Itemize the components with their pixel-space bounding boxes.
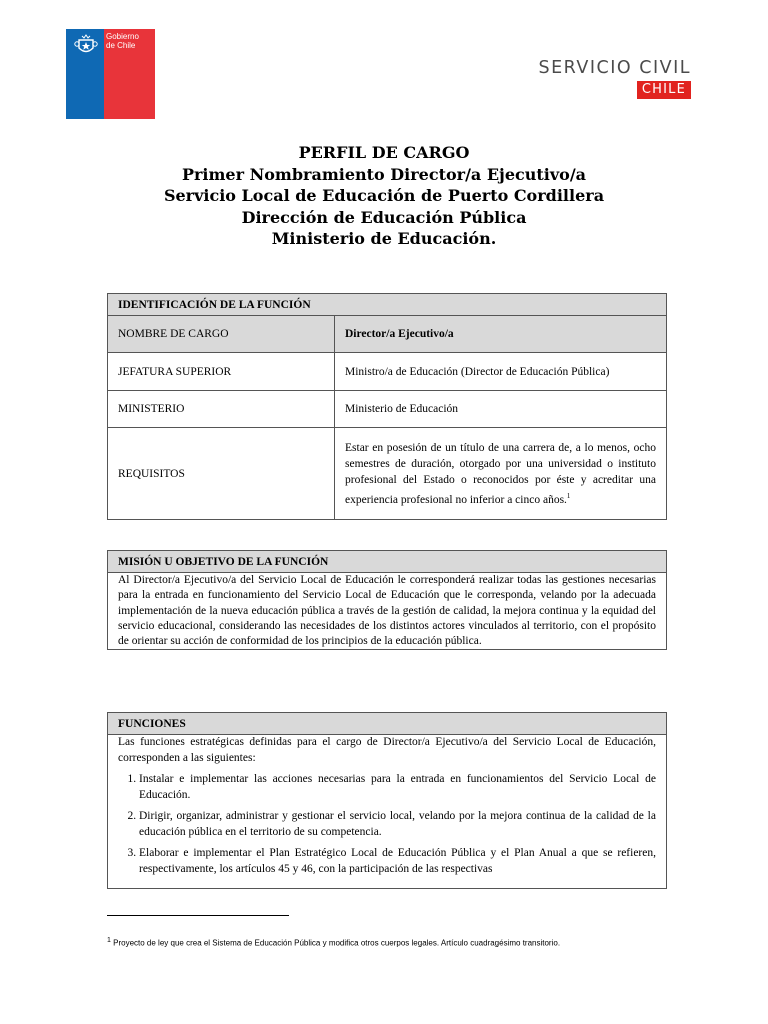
funciones-table bbox=[107, 712, 667, 889]
funciones-list bbox=[118, 772, 656, 877]
title-line-5: Ministerio de Educación. bbox=[271, 229, 497, 248]
mision-table bbox=[107, 550, 667, 650]
identificacion-heading: IDENTIFICACIÓN DE LA FUNCIÓN bbox=[108, 294, 667, 316]
footnote-text: Proyecto de ley que crea el Sistema de Educación Pública y modifica otros cuerpos legales. Artículo cuadragésimo transitorio. bbox=[113, 938, 561, 948]
title-line-3: Servicio Local de Educación de Puerto Cordillera bbox=[163, 186, 605, 205]
gov-logo-line-1: Gobierno bbox=[106, 32, 139, 41]
gobierno-de-chile-logo bbox=[66, 29, 155, 119]
row-value bbox=[335, 428, 667, 520]
gov-logo-line-2: de Chile bbox=[106, 41, 136, 50]
footnote-ref[interactable]: 1 bbox=[566, 491, 571, 500]
row-value: Director/a Ejecutivo/a bbox=[335, 316, 667, 353]
mision-text: Al Director/a Ejecutivo/a del Servicio Local de Educación le corresponderá realizar todas las gestiones necesarias para la entrada en funcionamiento del Servicio Local de Educación que le corresponda, velando por la adecuada implementación de la nueva educación pública a través de la gestión de calidad, la mejora continua y la equidad del servicio educacional, considerando las necesidades de los distintos actores vinculados al territorio, con el propósito de orientar su acción de conformidad de los principios de la educación pública. bbox=[108, 573, 667, 650]
requisitos-text: Estar en posesión de un título de una carrera de, a lo menos, ocho semestres de duración, otorgado por una universidad o instituto profesional del Estado o reconocidos por éste y acreditar una experiencia profesional no inferior a cinco años. bbox=[345, 441, 656, 506]
title-line-4: Dirección de Educación Pública bbox=[241, 207, 527, 227]
row-label: MINISTERIO bbox=[108, 391, 335, 428]
footnote bbox=[107, 937, 667, 948]
table-row bbox=[108, 391, 667, 428]
table-row bbox=[108, 428, 667, 520]
footnote-separator bbox=[107, 915, 289, 916]
row-label: REQUISITOS bbox=[108, 428, 335, 520]
footnote-number: 1 bbox=[107, 937, 111, 944]
chile-badge: CHILE bbox=[637, 81, 691, 99]
row-label: JEFATURA SUPERIOR bbox=[108, 353, 335, 391]
row-label: NOMBRE DE CARGO bbox=[108, 316, 335, 353]
servicio-civil-logo bbox=[539, 58, 691, 99]
table-row bbox=[108, 353, 667, 391]
funciones-heading: FUNCIONES bbox=[108, 713, 667, 735]
servicio-civil-text: SERVICIO CIVIL bbox=[538, 58, 691, 78]
row-value: Ministro/a de Educación (Director de Educación Pública) bbox=[335, 353, 667, 391]
funciones-intro: Las funciones estratégicas definidas para el cargo de Director/a Ejecutivo/a del Servicio Local de Educación, corresponden a las siguientes: bbox=[118, 736, 656, 764]
identificacion-table bbox=[107, 293, 667, 520]
list-item: 1. Instalar e implementar las acciones necesarias para la entrada en funcionamientos del Servicio Local de Educación. bbox=[139, 772, 656, 803]
title-line-2: Primer Nombramiento Director/a Ejecutivo/a bbox=[181, 164, 587, 184]
table-row bbox=[108, 316, 667, 353]
row-value: Ministerio de Educación bbox=[335, 391, 667, 428]
mision-heading: MISIÓN U OBJETIVO DE LA FUNCIÓN bbox=[108, 551, 667, 573]
coat-of-arms-icon bbox=[73, 32, 99, 58]
document-title bbox=[0, 142, 768, 250]
list-item: 3. Elaborar e implementar el Plan Estratégico Local de Educación Pública y el Plan Anual a que se refieren, respectivamente, los artículos 45 y 46, con la participación de las respectivas bbox=[139, 846, 656, 877]
list-item: 2. Dirigir, organizar, administrar y gestionar el servicio local, velando por la mejora continua de la calidad de la educación pública en el territorio de su competencia. bbox=[139, 809, 656, 840]
title-line-1: PERFIL DE CARGO bbox=[298, 143, 470, 162]
